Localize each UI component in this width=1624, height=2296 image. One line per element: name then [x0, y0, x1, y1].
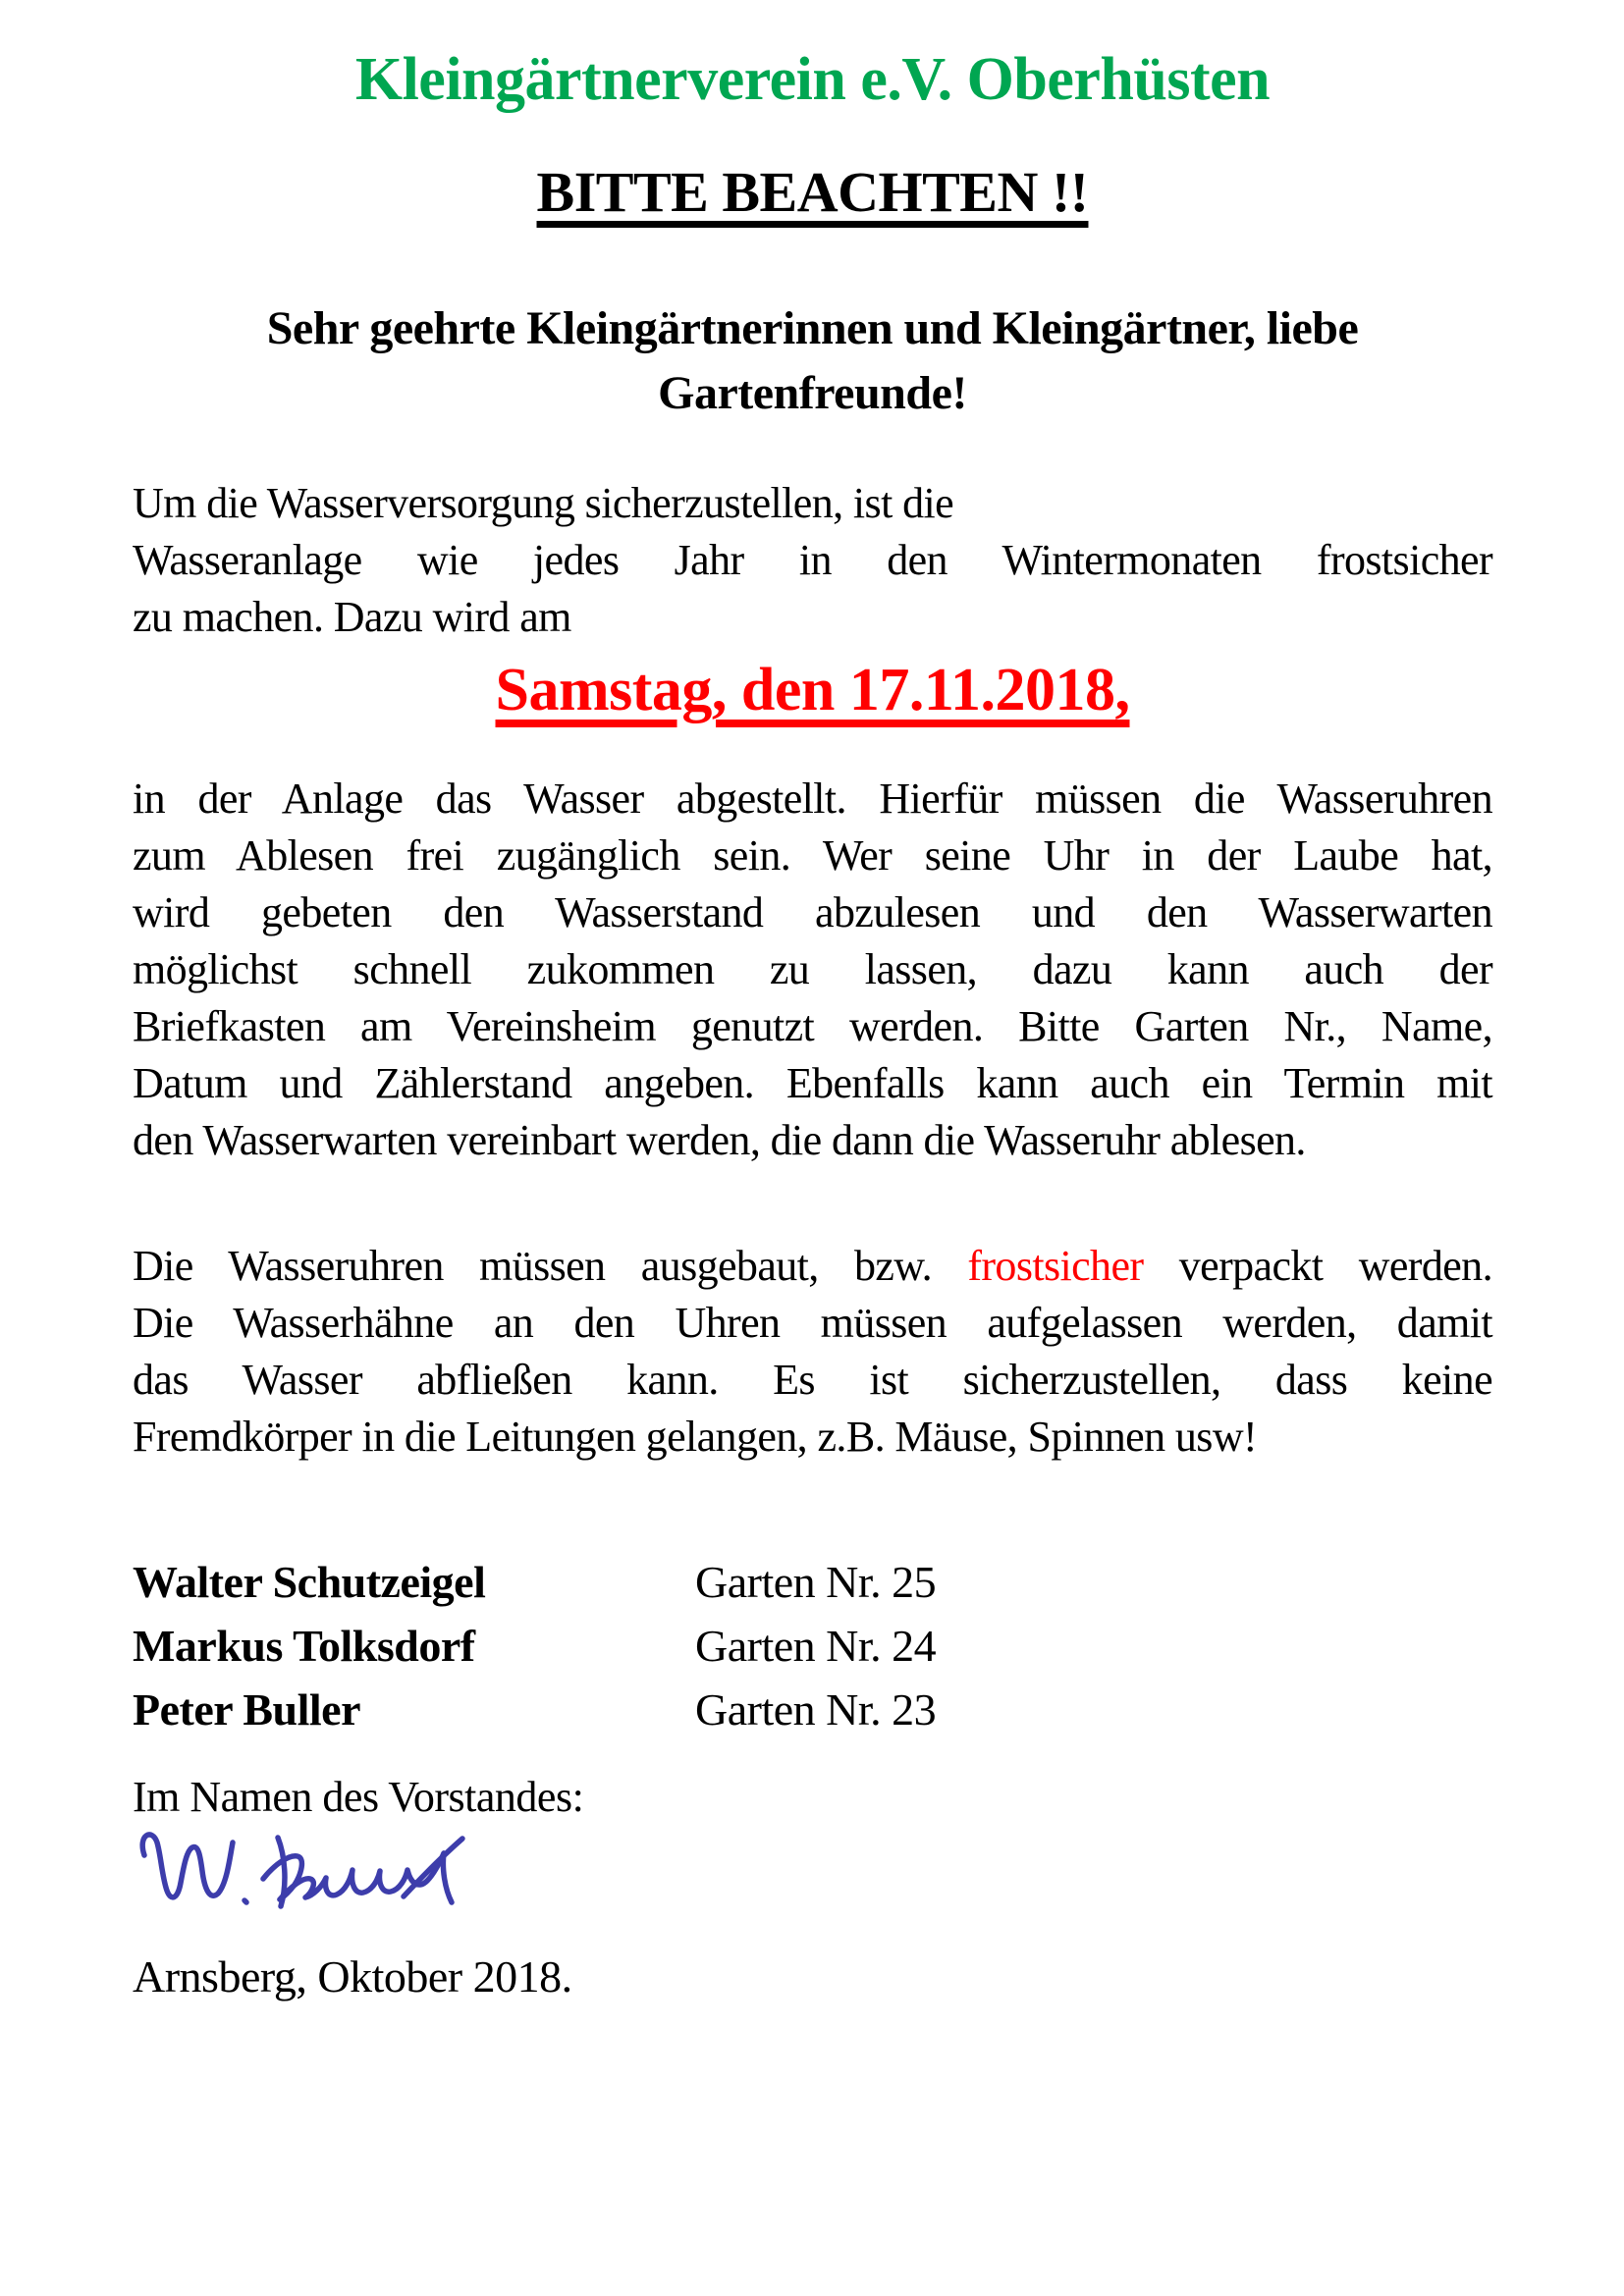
para2-line-4: möglichst schnell zukommen zu lassen, dazu kann auch der: [133, 945, 1492, 994]
closing-line: Im Namen des Vorstandes:: [133, 1773, 584, 1822]
para3-line1-post: verpackt werden.: [1143, 1242, 1492, 1291]
para2-line-7: den Wasserwarten vereinbart werden, die dann die Wasseruhr ablesen.: [133, 1116, 1306, 1165]
contact-name: Peter Buller: [133, 1684, 360, 1735]
signature-svg: [133, 1822, 525, 1945]
intro-line-3: zu machen. Dazu wird am: [133, 592, 571, 641]
frostsicher-highlight: frostsicher: [967, 1242, 1144, 1291]
signature-stroke-dot: [244, 1900, 246, 1902]
contact-name: Walter Schutzeigel: [133, 1557, 486, 1608]
para2-line-5: Briefkasten am Vereinsheim genutzt werden. Bitte Garten Nr., Name,: [133, 1002, 1492, 1051]
signature-handwriting: [133, 1822, 1492, 1945]
signature-stroke-tail: [443, 1853, 452, 1902]
notice-heading: [133, 160, 1492, 226]
date-heading: [133, 656, 1492, 725]
para3-line1-pre: Die Wasseruhren müssen ausgebaut, bzw.: [133, 1242, 968, 1291]
para2-line-3: wird gebeten den Wasserstand abzulesen und den Wasserwarten: [133, 888, 1492, 937]
para2-line-1: in der Anlage das Wasser abgestellt. Hierfür müssen die Wasseruhren: [133, 774, 1492, 824]
intro-paragraph: [133, 475, 1492, 646]
para3-line-1: [133, 1238, 1492, 1295]
body-paragraph-2: [133, 1238, 1492, 1466]
contact-name: Markus Tolksdorf: [133, 1621, 475, 1672]
contact-list: [133, 1550, 1492, 1741]
intro-line-1: Um die Wasserversorgung sicherzustellen, ist die: [133, 478, 954, 527]
contact-garden: Garten Nr. 25: [695, 1557, 937, 1608]
intro-line-2: Wasseranlage wie jedes Jahr in den Wintermonaten frostsicher: [133, 535, 1492, 584]
contact-garden: Garten Nr. 24: [695, 1621, 937, 1672]
para3-line-2: Die Wasserhähne an den Uhren müssen aufgelassen werden, damit: [133, 1299, 1492, 1348]
body-paragraph-1: [133, 771, 1492, 1169]
notice-heading-text: BITTE BEACHTEN !!: [536, 160, 1089, 225]
date-line: Arnsberg, Oktober 2018.: [133, 1951, 572, 2002]
contact-garden: Garten Nr. 23: [695, 1684, 937, 1735]
club-title: Kleingärtnerverein e.V. Oberhüsten: [354, 46, 1271, 113]
date-heading-text: Samstag, den 17.11.2018,: [495, 656, 1130, 723]
signature-stroke-t-cross: [404, 1839, 462, 1896]
salutation: [133, 296, 1492, 426]
signature-stroke-w: [142, 1835, 233, 1897]
para2-line-2: zum Ablesen frei zugänglich sein. Wer seine Uhr in der Laube hat,: [133, 831, 1492, 881]
salutation-line-1: Sehr geehrte Kleingärtnerinnen und Kleingärtner, liebe: [266, 301, 1359, 354]
para3-line-3: das Wasser abfließen kann. Es ist sicherzustellen, dass keine: [133, 1356, 1492, 1405]
para3-line-4: Fremdkörper in die Leitungen gelangen, z.B. Mäuse, Spinnen usw!: [133, 1413, 1258, 1462]
salutation-line-2: Gartenfreunde!: [658, 366, 967, 419]
para2-line-6: Datum und Zählerstand angeben. Ebenfalls kann auch ein Termin mit: [133, 1059, 1492, 1108]
